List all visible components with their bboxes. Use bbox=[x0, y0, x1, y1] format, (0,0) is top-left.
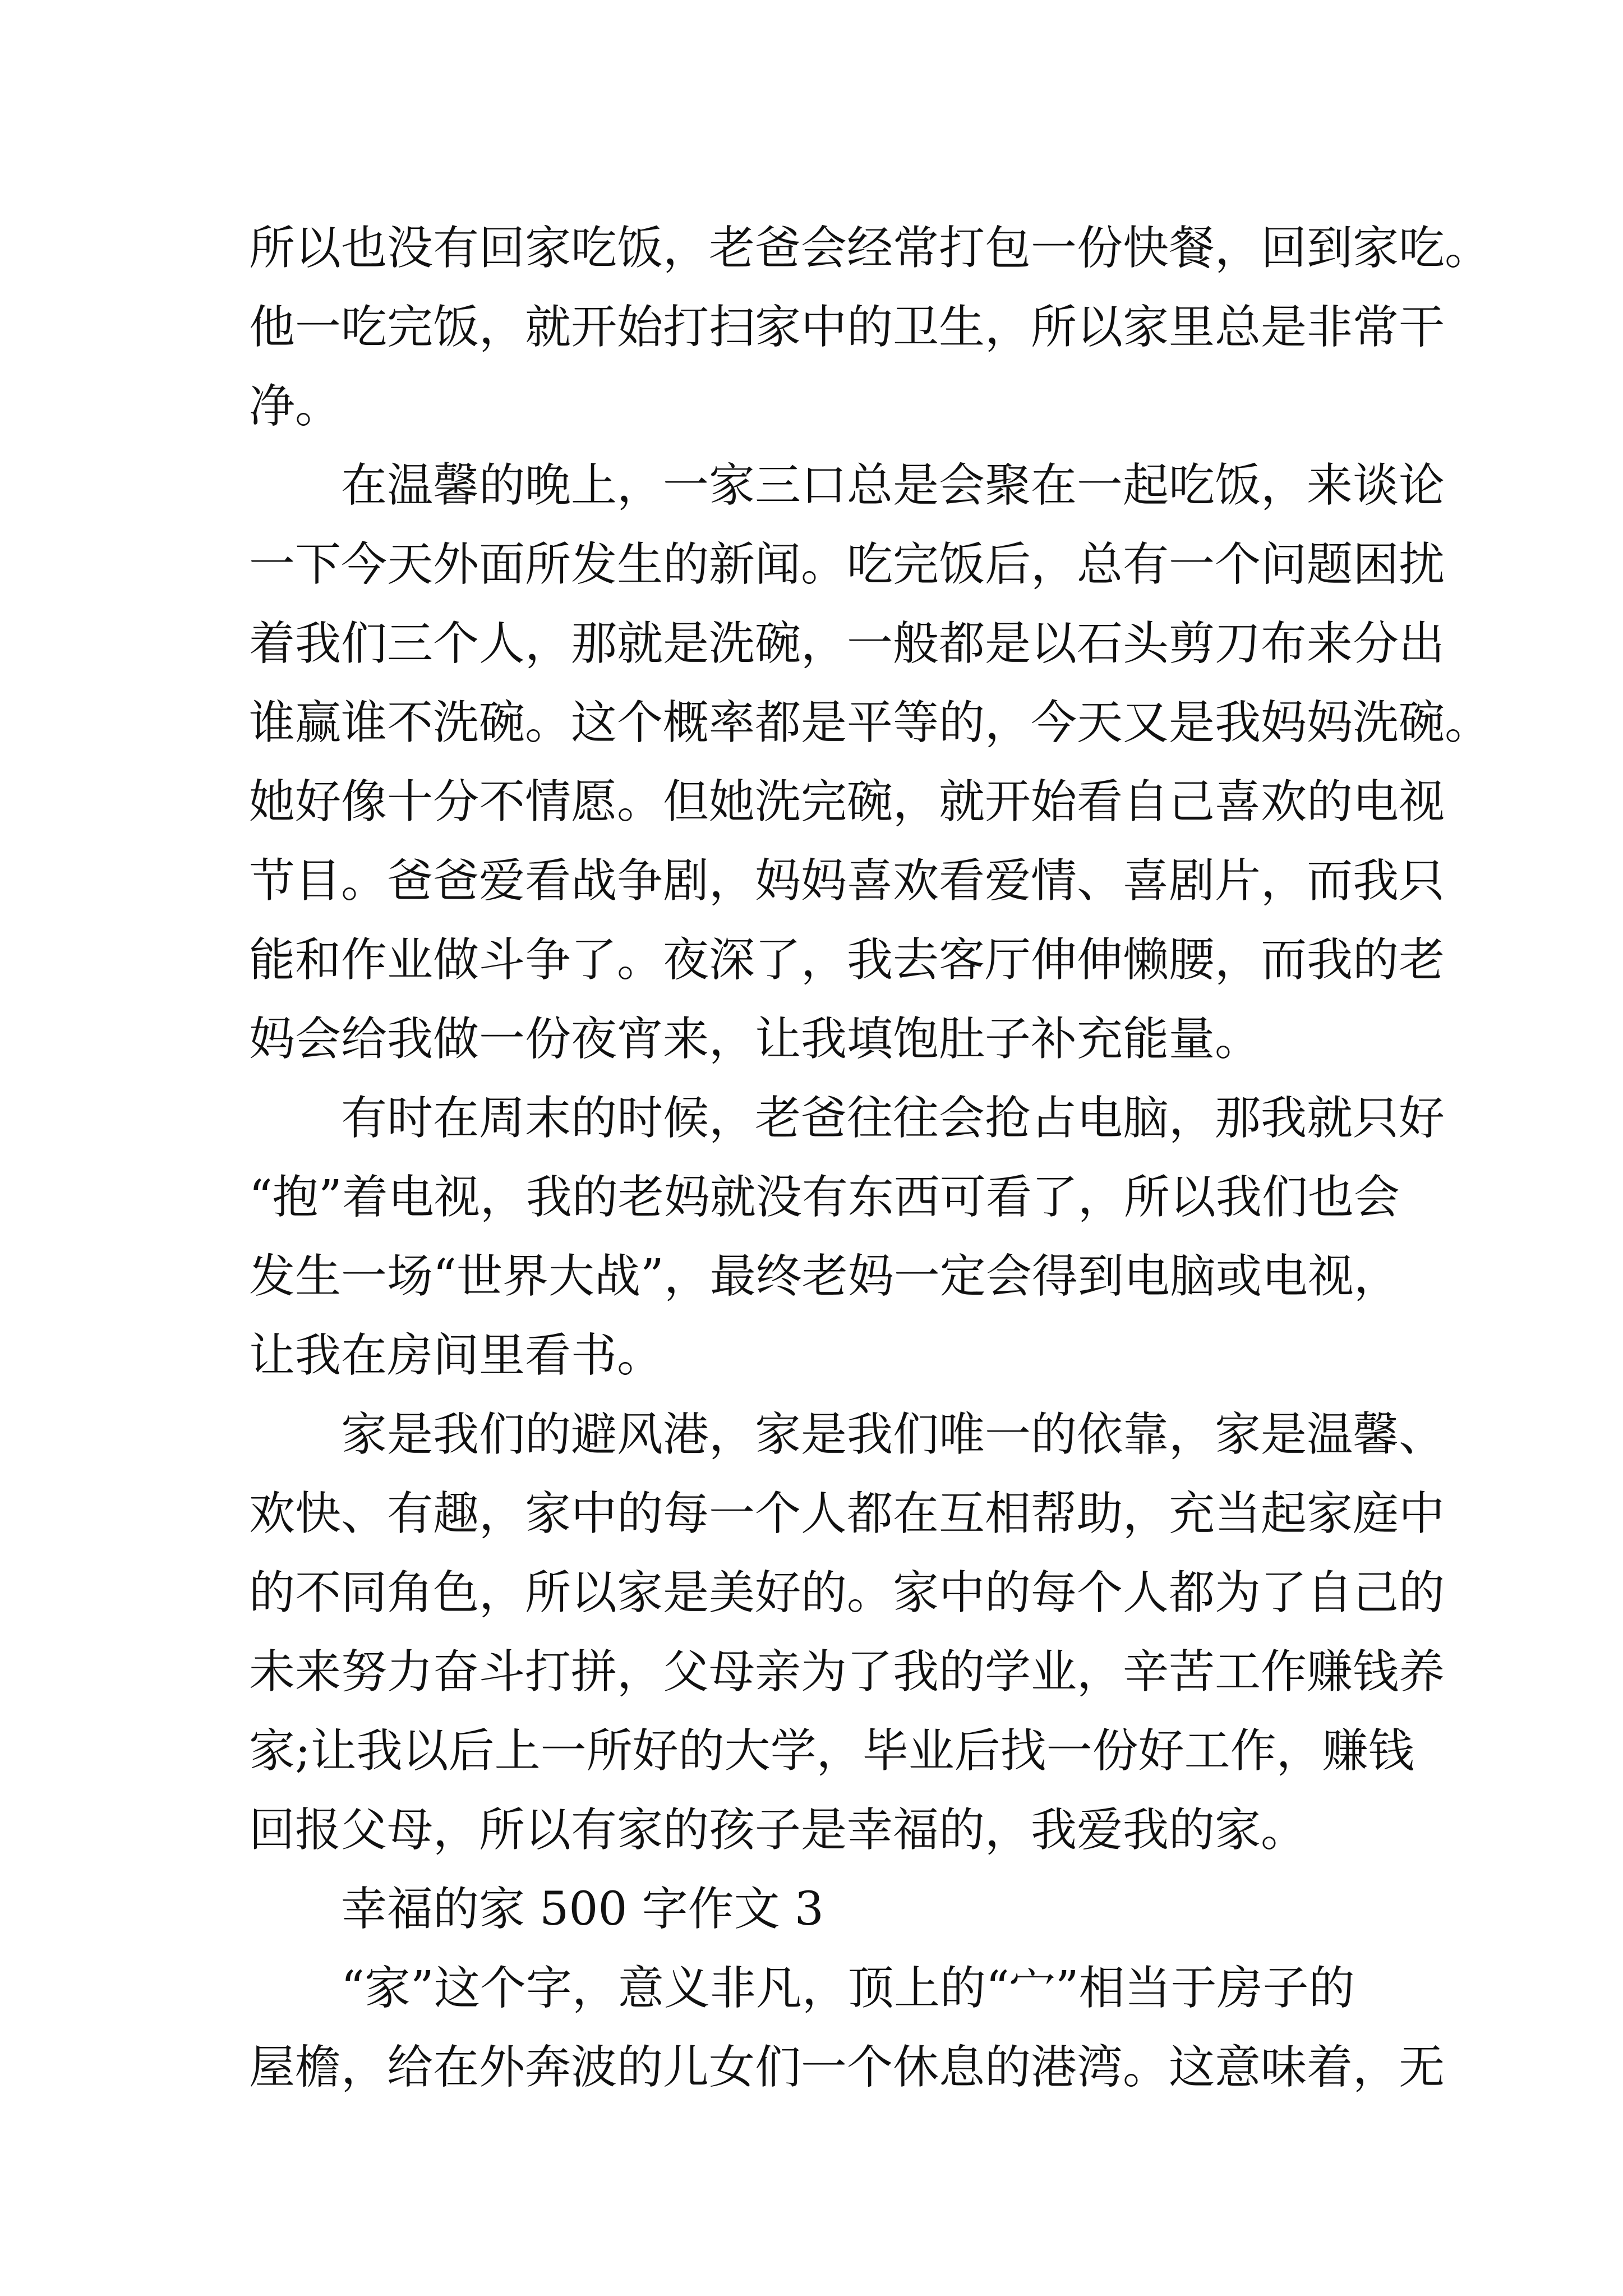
text-line: 未来努力奋斗打拼，父母亲为了我的学业，辛苦工作赚钱养 bbox=[249, 1645, 1445, 1699]
text-line: 发生一场“世界大战”，最终老妈一定会得到电脑或电视， bbox=[249, 1250, 1400, 1303]
text-line: 所以也没有回家吃饭，老爸会经常打包一份快餐，回到家吃。 bbox=[249, 222, 1491, 275]
text-line: 家是我们的避风港，家是我们唯一的依靠，家是温馨、 bbox=[341, 1408, 1445, 1461]
paragraph-2 bbox=[249, 446, 1491, 1079]
text-line: 着我们三个人，那就是洗碗，一般都是以石头剪刀布来分出 bbox=[249, 617, 1445, 670]
section-heading bbox=[249, 1870, 1387, 1949]
text-line: 的不同角色，所以家是美好的。家中的每个人都为了自己的 bbox=[249, 1566, 1445, 1619]
text-line: 她好像十分不情愿。但她洗完碗，就开始看自己喜欢的电视 bbox=[249, 775, 1445, 829]
text-line: 一下今天外面所发生的新闻。吃完饭后，总有一个问题困扰 bbox=[249, 538, 1445, 591]
paragraph-5 bbox=[249, 1949, 1445, 2107]
text-line: 在温馨的晚上，一家三口总是会聚在一起吃饭，来谈论 bbox=[341, 459, 1445, 512]
paragraph-1 bbox=[249, 209, 1491, 446]
paragraph-4 bbox=[249, 1395, 1445, 1870]
text-line: 谁赢谁不洗碗。这个概率都是平等的，今天又是我妈妈洗碗。 bbox=[249, 696, 1491, 749]
text-line: 妈会给我做一份夜宵来，让我填饱肚子补充能量。 bbox=[249, 1013, 1261, 1066]
text-line: 屋檐，给在外奔波的儿女们一个休息的港湾。这意味着，无 bbox=[249, 2041, 1445, 2094]
text-line: 让我在房间里看书。 bbox=[249, 1329, 663, 1382]
text-line: 欢快、有趣，家中的每一个人都在互相帮助，充当起家庭中 bbox=[249, 1487, 1445, 1540]
document-body bbox=[249, 209, 1491, 2107]
text-line: 能和作业做斗争了。夜深了，我去客厅伸伸懒腰，而我的老 bbox=[249, 933, 1445, 987]
section-title: 幸福的家 500 字作文 3 bbox=[341, 1883, 824, 1936]
text-line: “家”这个字，意义非凡，顶上的“宀”相当于房子的 bbox=[341, 1962, 1355, 2015]
text-line: 回报父母，所以有家的孩子是幸福的，我爱我的家。 bbox=[249, 1803, 1307, 1857]
text-line: 有时在周末的时候，老爸往往会抢占电脑，那我就只好 bbox=[341, 1092, 1445, 1145]
text-line: 他一吃完饭，就开始打扫家中的卫生，所以家里总是非常干 bbox=[249, 301, 1445, 354]
text-line: “抱”着电视，我的老妈就没有东西可看了，所以我们也会 bbox=[249, 1171, 1400, 1224]
text-line: 节目。爸爸爱看战争剧，妈妈喜欢看爱情、喜剧片，而我只 bbox=[249, 854, 1445, 908]
text-line: 净。 bbox=[249, 380, 342, 433]
paragraph-3 bbox=[249, 1079, 1445, 1395]
text-line: 家;让我以后上一所好的大学，毕业后找一份好工作，赚钱 bbox=[249, 1724, 1414, 1778]
